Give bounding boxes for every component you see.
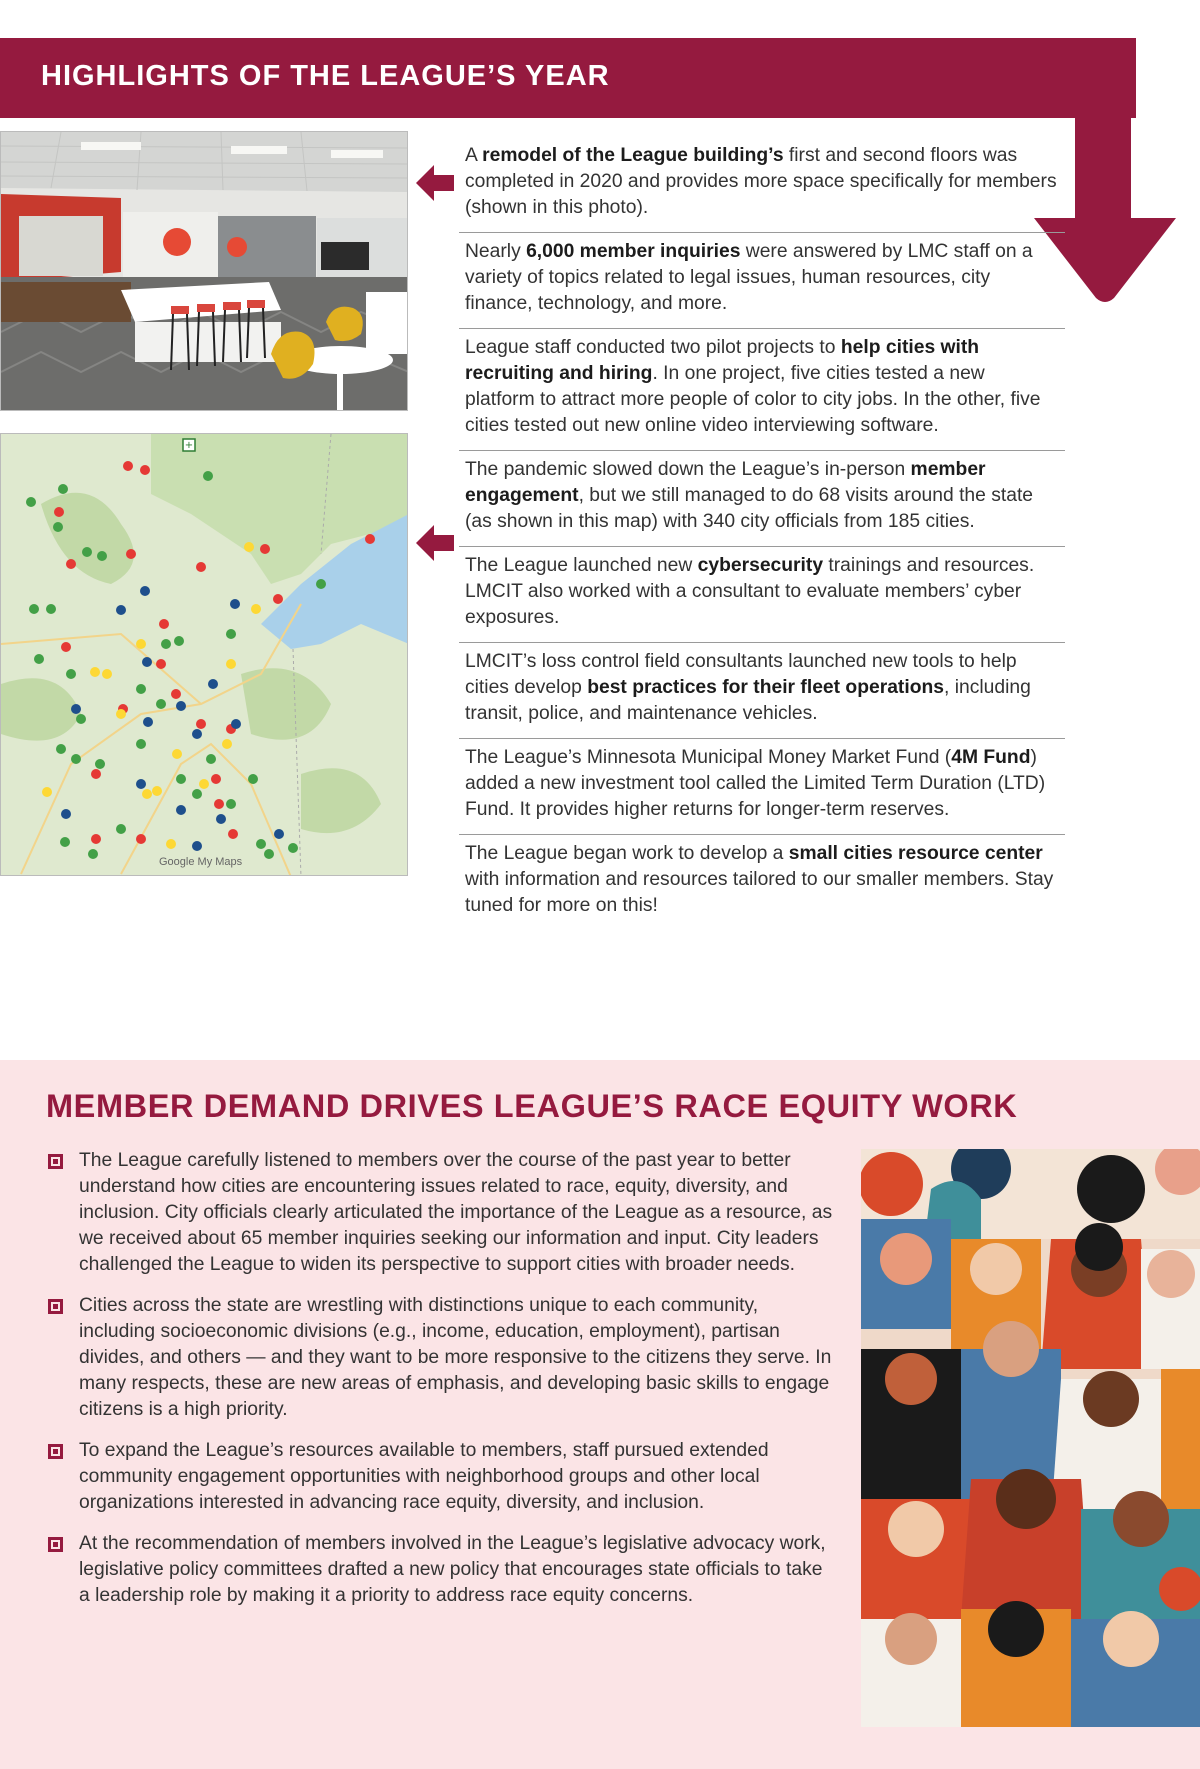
- highlight-emphasis: cybersecurity: [697, 555, 824, 576]
- highlight-text: The pandemic slowed down the League’s in-person: [465, 459, 911, 480]
- bullet-text: The League carefully listened to members over the course of the past year to better understand how cities are encountering issues related to race, equity, diversity, and inclusion. City officials clearly articulated the importance of the League as a resource, as we received about 65 member inquiries seeking our information and input. City leaders challenged the League to widen its perspective to support cities with broader needs.: [79, 1150, 833, 1275]
- highlight-item: [459, 143, 1065, 233]
- highlight-text: League staff conducted two pilot projects to: [465, 337, 841, 358]
- highlight-text: The League began work to develop a: [465, 843, 789, 864]
- highlight-text: , but we still managed to do 68 visits around the state (as shown in this map) with 340 city officials from 185 cities.: [465, 485, 1034, 532]
- highlight-item: [459, 739, 1065, 835]
- crowd-illustration: [861, 1149, 1200, 1727]
- highlight-emphasis: best practices for their fleet operations: [587, 677, 944, 698]
- highlight-text: . In one project, five cities tested a new platform to attract more people of color to city jobs. In the other, five cities tested out new online video interviewing software.: [465, 363, 1041, 436]
- highlight-emphasis: help cities with recruiting and hiring: [465, 337, 980, 384]
- minnesota-visits-map: [0, 433, 408, 876]
- highlight-emphasis: member engagement: [465, 459, 986, 506]
- highlight-item: [459, 329, 1065, 451]
- race-equity-section: [0, 1060, 1200, 1769]
- left-pointer-icon: [416, 163, 456, 203]
- race-equity-bullets: [48, 1148, 838, 1624]
- bullet-text: Cities across the state are wrestling with distinctions unique to each community, including socioeconomic divisions (e.g., income, education, employment), partisan divides, and others — and they want to be more responsive to the citizens they serve. In many respects, these are new areas of emphasis, and developing basic skills to engage citizens is a high priority.: [79, 1295, 832, 1420]
- highlight-text: with information and resources tailored to our smaller members. Stay tuned for more on this!: [465, 869, 1054, 916]
- highlight-text: first and second floors was completed in 2020 and provides more space specifically for members (shown in this photo).: [465, 145, 1057, 218]
- highlight-text: The League launched new: [465, 555, 698, 576]
- highlight-text: trainings and resources. LMCIT also worked with a consultant to evaluate members’ cyber exposures.: [465, 555, 1035, 628]
- highlight-emphasis: small cities resource center: [788, 843, 1043, 864]
- left-pointer-icon: [416, 523, 456, 563]
- svg-text:+: +: [184, 440, 194, 451]
- highlight-item: [459, 451, 1065, 547]
- highlight-item: [459, 547, 1065, 643]
- square-bullet-icon: [48, 1299, 63, 1314]
- highlight-text: Nearly: [465, 241, 527, 262]
- highlights-banner: [0, 38, 1136, 118]
- race-equity-bullet: [48, 1293, 838, 1423]
- section-title: MEMBER DEMAND DRIVES LEAGUE’S RACE EQUITY WORK: [46, 1088, 1018, 1124]
- bullet-text: To expand the League’s resources available to members, staff pursued extended community engagement opportunities with neighborhood groups and other local organizations interested in advancing race equity, diversity, and inclusion.: [79, 1440, 769, 1513]
- highlight-emphasis: 4M Fund: [951, 747, 1031, 768]
- highlight-emphasis: remodel of the League building’s: [482, 145, 784, 166]
- race-equity-bullet: [48, 1148, 838, 1278]
- highlight-text: A: [465, 145, 483, 166]
- race-equity-bullet: [48, 1438, 838, 1516]
- bullet-text: At the recommendation of members involved in the League’s legislative advocacy work, legislative policy committees drafted a new policy that encourages state officials to take a leadership role by making it a priority to address race equity concerns.: [79, 1533, 826, 1606]
- highlight-item: [459, 643, 1065, 739]
- highlights-list: [459, 143, 1065, 930]
- highlight-text: LMCIT’s loss control field consultants launched new tools to help cities develop: [465, 651, 1017, 698]
- highlight-item: [459, 835, 1065, 930]
- highlight-text: were answered by LMC staff on a variety of topics related to legal issues, human resources, city finance, technology, and more.: [465, 241, 1033, 314]
- league-building-photo: [0, 131, 408, 411]
- highlight-emphasis: 6,000 member inquiries: [526, 241, 741, 262]
- square-bullet-icon: [48, 1537, 63, 1552]
- map-attribution: Google My Maps: [159, 856, 243, 868]
- highlight-item: [459, 233, 1065, 329]
- page-title: HIGHLIGHTS OF THE LEAGUE’S YEAR: [41, 60, 610, 92]
- square-bullet-icon: [48, 1444, 63, 1459]
- highlight-text: ) added a new investment tool called the Limited Term Duration (LTD) Fund. It provides higher returns for longer-term reserves.: [465, 747, 1046, 820]
- highlight-text: , including transit, police, and maintenance vehicles.: [465, 677, 1031, 724]
- highlight-text: The League’s Minnesota Municipal Money Market Fund (: [465, 747, 952, 768]
- square-bullet-icon: [48, 1154, 63, 1169]
- race-equity-bullet: [48, 1531, 838, 1609]
